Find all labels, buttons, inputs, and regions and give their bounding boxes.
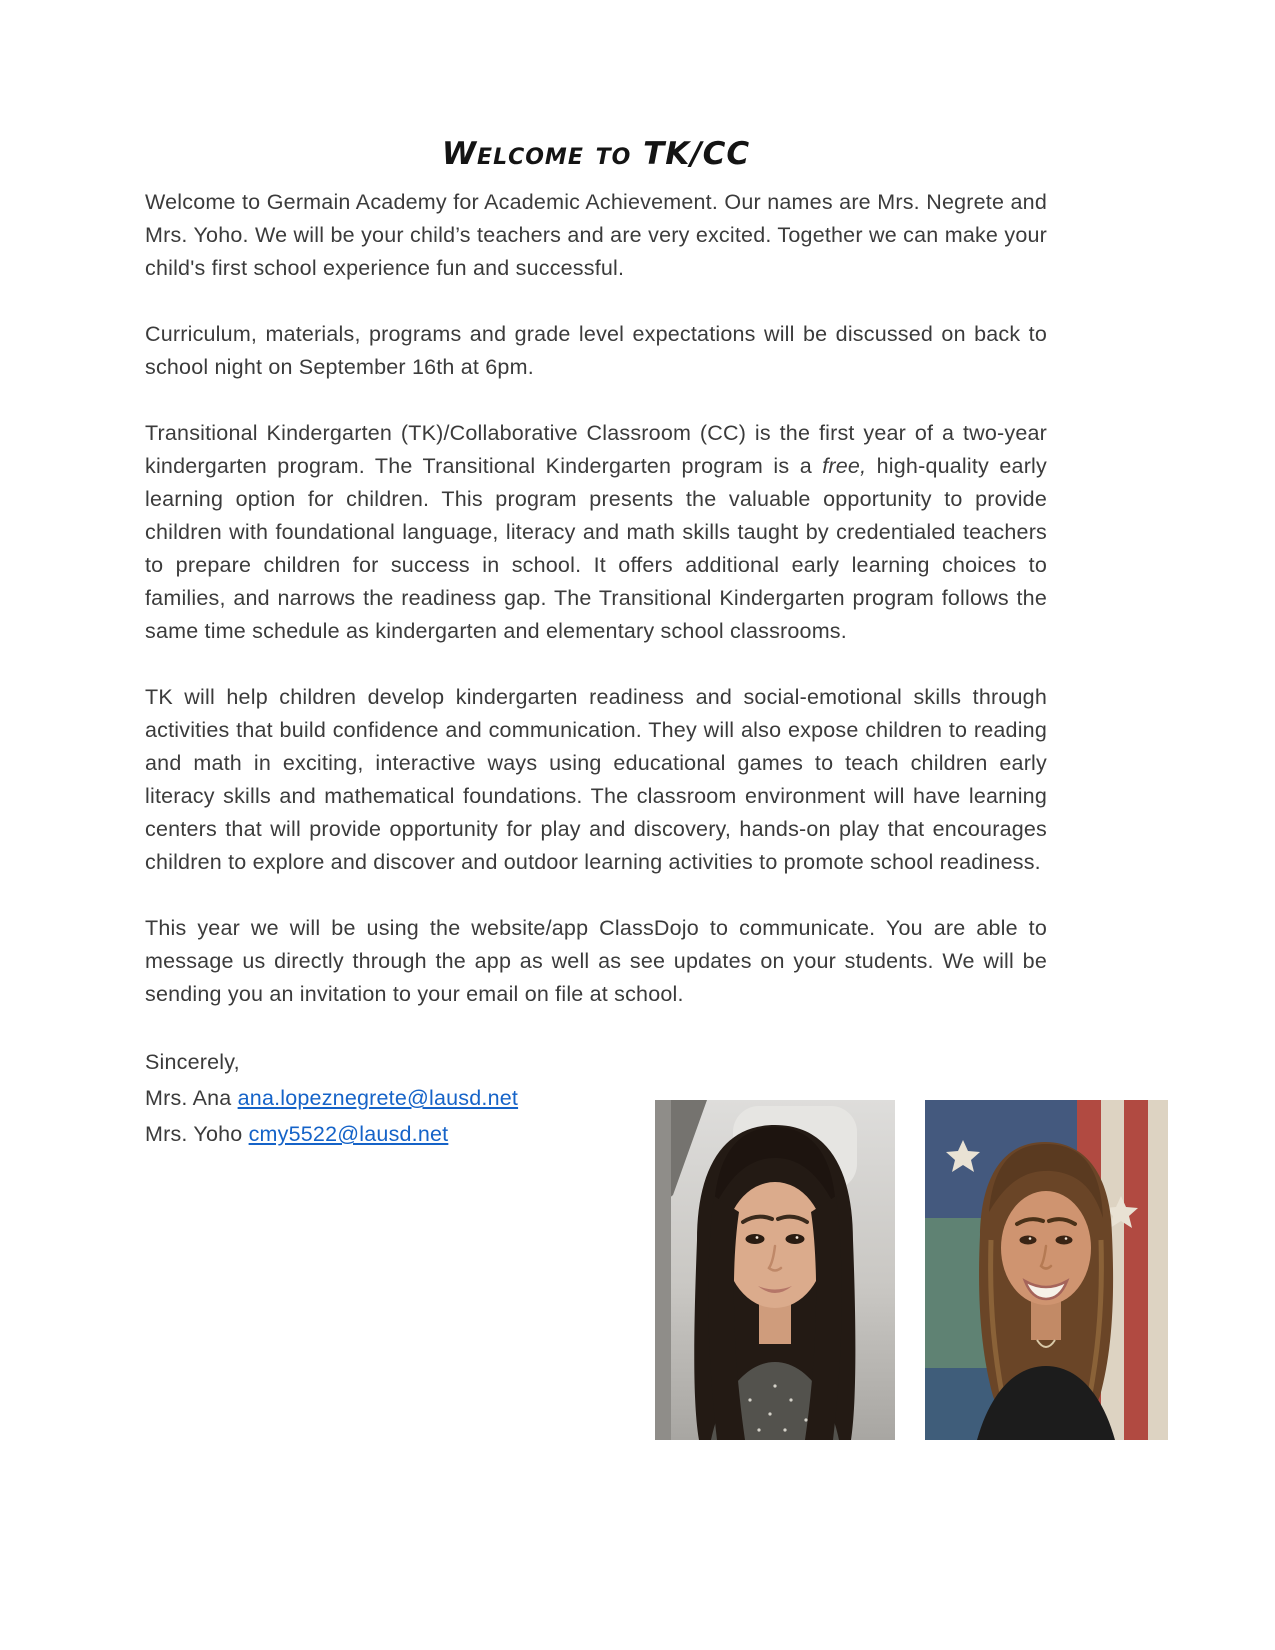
paragraph-welcome: Welcome to Germain Academy for Academic Achievement. Our names are Mrs. Negrete and Mrs. Yoho. We will be your child’s teachers and are very excited. Together we can make your child's first school experience fun and successful. (145, 190, 1047, 280)
letter-content (145, 136, 1047, 1152)
paragraph-tk-program-text: Transitional Kindergarten (TK)/Collaborative Classroom (CC) is the first year of a two-year kindergarten program. The Transitional Kindergarten program is a (145, 421, 1047, 478)
paragraph-classdojo: This year we will be using the website/app ClassDojo to communicate. You are able to message us directly through the app as well as see updates on your students. We will be sending you an invitation to your email on file at school. (145, 916, 1047, 1006)
signature-teacher-2 (145, 1116, 1047, 1152)
signature-block (145, 1044, 1047, 1152)
paragraph-tk-program-emphasis: free, (822, 454, 867, 478)
teacher-photo-negrete (655, 1100, 895, 1440)
signature-closing: Sincerely, (145, 1050, 240, 1074)
signature-teacher-1 (145, 1080, 1047, 1116)
page-title: Welcome to TK/CC (441, 136, 751, 172)
paragraph-tk-program-text-cont: high-quality early learning option for children. This program presents the valuable opportunity to provide children with foundational language, literacy and math skills taught by credentialed teachers to prepare children for success in school. It offers additional early learning choices to families, and narrows the readiness gap. The Transitional Kindergarten program follows the same time schedule as kindergarten and elementary school classrooms. (145, 454, 1047, 643)
teacher-2-email-link[interactable]: cmy5522@lausd.net (248, 1122, 449, 1146)
teacher-2-name: Mrs. Yoho (145, 1122, 243, 1146)
paragraph-tk-program (145, 417, 1047, 648)
teacher-photo-yoho-image (925, 1100, 1168, 1440)
paragraph-readiness: TK will help children develop kindergarten readiness and social-emotional skills through activities that build confidence and communication. They will also expose children to reading and math in exciting, interactive ways using educational games to teach children early literacy skills and mathematical foundations. The classroom environment will have learning centers that will provide opportunity for play and discovery, hands-on play that encourages children to explore and discover and outdoor learning activities to promote school readiness. (145, 685, 1047, 874)
teacher-photo-yoho (925, 1100, 1168, 1440)
paragraph-curriculum: Curriculum, materials, programs and grade level expectations will be discussed on back to school night on September 16th at 6pm. (145, 322, 1047, 379)
teacher-1-name: Mrs. Ana (145, 1086, 232, 1110)
teacher-1-email-link[interactable]: ana.lopeznegrete@lausd.net (237, 1086, 519, 1110)
teacher-photo-negrete-image (655, 1100, 895, 1440)
